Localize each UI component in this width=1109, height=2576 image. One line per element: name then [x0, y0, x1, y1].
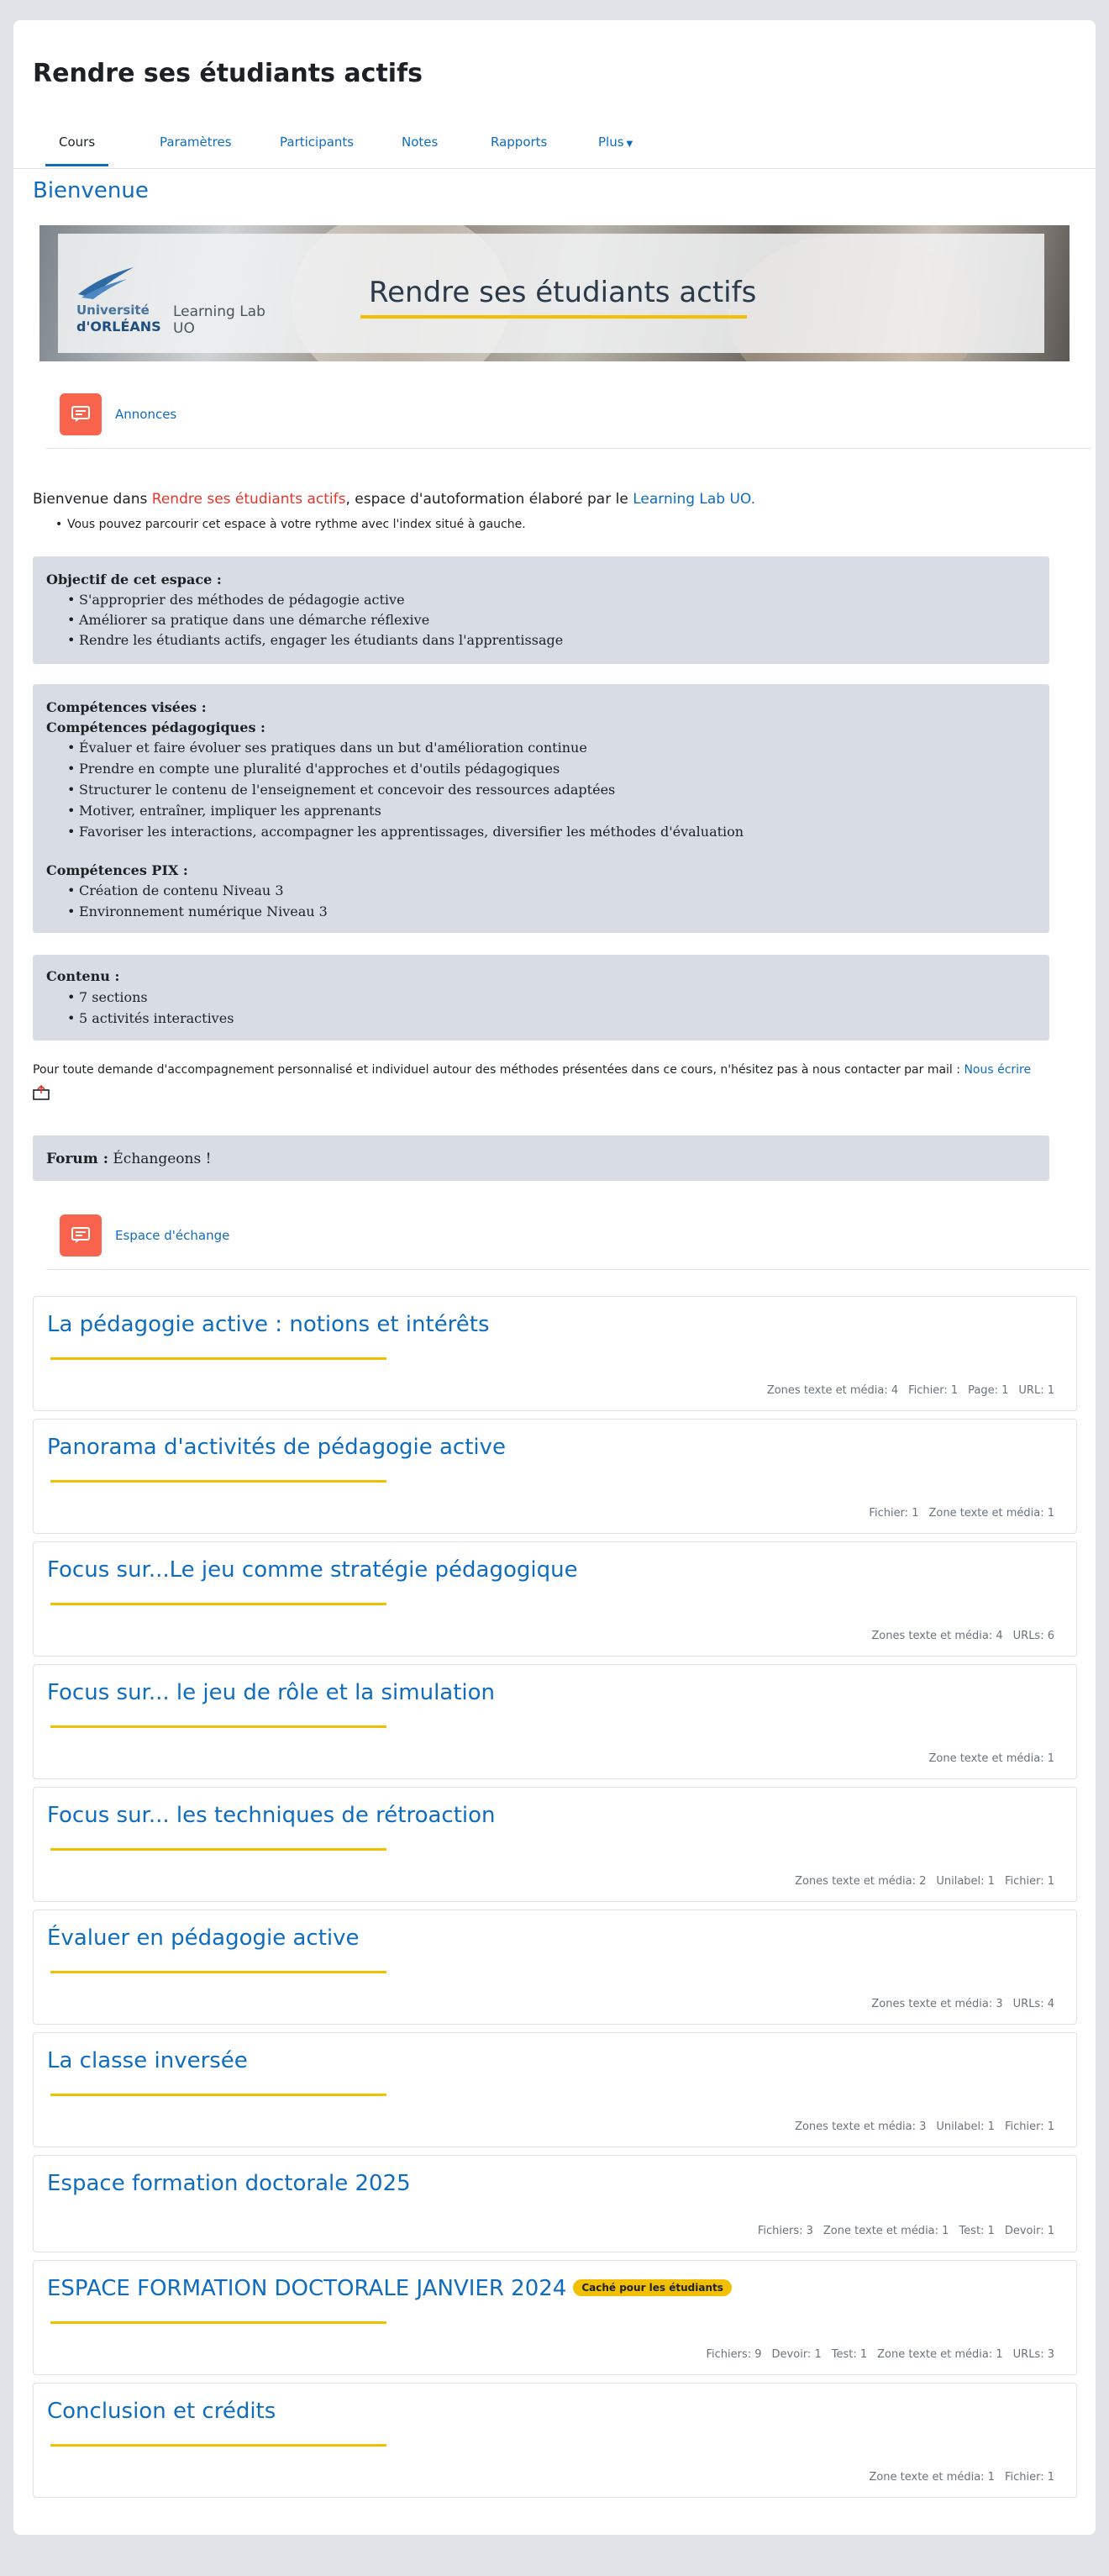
tab-parametres[interactable]: Paramètres — [160, 134, 232, 150]
section-title-link[interactable]: Évaluer en pédagogie active — [47, 1925, 360, 1951]
forum-label: Forum : — [46, 1151, 108, 1167]
list-item: • Favoriser les interactions, accompagner les apprentissages, diversifier les méthodes d'évaluation — [79, 824, 744, 840]
section-summary — [861, 1630, 1054, 1642]
course-section — [33, 2383, 1077, 2498]
course-section — [33, 2155, 1077, 2252]
tab-plus[interactable] — [585, 118, 646, 166]
summary-item: Fichiers: 9 — [706, 2348, 762, 2361]
summary-item: Zone texte et média: 1 — [877, 2348, 1003, 2361]
section-title-link[interactable]: Focus sur... le jeu de rôle et la simulation — [47, 1680, 496, 1705]
course-nav — [45, 118, 1079, 168]
summary-item: URLs: 6 — [1012, 1630, 1054, 1642]
list-item: • Création de contenu Niveau 3 — [79, 882, 284, 898]
banner-title: Rendre ses étudiants actifs — [369, 276, 757, 309]
list-item: • 7 sections — [79, 989, 148, 1005]
logo-text-orleans: d'ORLÉANS — [76, 319, 161, 335]
tab-cours[interactable]: Cours — [45, 118, 108, 166]
divider — [46, 1269, 1091, 1270]
forum-icon — [60, 1214, 102, 1256]
section-title-link[interactable]: Panorama d'activités de pédagogie active — [47, 1435, 507, 1460]
summary-item: Devoir: 1 — [771, 2348, 822, 2361]
competences-heading: Compétences visées : — [46, 699, 207, 715]
intro-prefix: Bienvenue dans — [33, 491, 152, 508]
summary-item: Page: 1 — [968, 1384, 1009, 1397]
divider — [46, 448, 1091, 449]
course-section — [33, 2032, 1077, 2147]
section-summary — [918, 1752, 1054, 1765]
summary-item: Unilabel: 1 — [936, 2120, 995, 2133]
summary-item: Fichiers: 3 — [757, 2225, 813, 2237]
section-underline — [50, 1603, 386, 1605]
summary-item: Zones texte et média: 4 — [766, 1384, 899, 1397]
section-underline — [50, 2094, 386, 2096]
intro-text — [33, 491, 755, 508]
list-item: • Structurer le contenu de l'enseignement et concevoir des ressources adaptées — [79, 782, 615, 798]
section-summary — [748, 2225, 1054, 2237]
summary-item: Fichier: 1 — [1004, 1875, 1054, 1888]
tab-rapports[interactable]: Rapports — [491, 134, 548, 150]
intro-bullet: • Vous pouvez parcourir cet espace à votre rythme avec l'index situé à gauche. — [67, 518, 526, 531]
tab-participants[interactable]: Participants — [280, 134, 355, 150]
section-summary — [859, 1507, 1054, 1520]
section-underline — [50, 1357, 386, 1360]
lab-name-line2: UO — [173, 320, 195, 337]
contenu-heading: Contenu : — [46, 968, 120, 984]
section-summary — [785, 2120, 1054, 2133]
summary-item: Zone texte et média: 1 — [823, 2225, 949, 2237]
learning-lab-link[interactable]: Learning Lab UO. — [633, 491, 756, 508]
list-item: • 5 activités interactives — [79, 1010, 234, 1026]
section-underline — [50, 2321, 386, 2324]
summary-item: Devoir: 1 — [1004, 2225, 1054, 2237]
intro-middle: , espace d'autoformation élaboré par le — [345, 491, 633, 508]
section-title-link[interactable]: Focus sur...Le jeu comme stratégie pédagogique — [47, 1557, 578, 1583]
banner-card — [58, 234, 1044, 353]
section-underline — [50, 1848, 386, 1851]
list-item: • Environnement numérique Niveau 3 — [79, 903, 328, 919]
lab-name-line1: Learning Lab — [173, 303, 265, 320]
external-link-icon[interactable] — [33, 1085, 50, 1100]
banner-underline — [360, 315, 747, 319]
chevron-down-icon: ▼ — [626, 140, 633, 149]
summary-item: URLs: 3 — [1012, 2348, 1054, 2361]
course-section — [33, 1664, 1077, 1779]
section-title-link[interactable]: La pédagogie active : notions et intérêts — [47, 1312, 490, 1337]
course-section — [33, 1910, 1077, 2025]
list-item: • Prendre en compte une pluralité d'approches et d'outils pédagogiques — [79, 761, 560, 777]
section-title-link[interactable]: Focus sur... les techniques de rétroaction — [47, 1803, 496, 1828]
summary-item: Unilabel: 1 — [936, 1875, 995, 1888]
logo-text-university: Université — [76, 303, 150, 318]
course-page — [13, 20, 1096, 2535]
section-summary — [757, 1384, 1054, 1397]
summary-item: Zone texte et média: 1 — [928, 1507, 1054, 1520]
summary-item: Zones texte et média: 3 — [871, 1998, 1003, 2010]
summary-item: Fichier: 1 — [908, 1384, 959, 1397]
section-title-link[interactable]: Conclusion et crédits — [47, 2399, 276, 2424]
university-logo-icon — [76, 266, 135, 299]
course-section — [33, 1419, 1077, 1534]
exchange-link[interactable]: Espace d'échange — [115, 1228, 230, 1243]
list-item: • Motiver, entraîner, impliquer les apprenants — [79, 803, 381, 819]
forum-description: Échangeons ! — [108, 1151, 212, 1167]
course-section — [33, 1296, 1077, 1411]
section-underline — [50, 2444, 386, 2447]
course-section — [33, 1541, 1077, 1657]
forum-text — [46, 1151, 211, 1167]
section-title-link[interactable]: Espace formation doctorale 2025 — [47, 2171, 411, 2196]
list-item: • Évaluer et faire évoluer ses pratiques dans un but d'amélioration continue — [79, 740, 587, 756]
contact-link[interactable]: Nous écrire — [964, 1063, 1032, 1077]
section-summary — [785, 1875, 1054, 1888]
summary-item: Fichier: 1 — [1004, 2120, 1054, 2133]
section-summary — [861, 1998, 1054, 2010]
forum-icon — [60, 393, 102, 435]
section-underline — [50, 1971, 386, 1973]
summary-item: URLs: 4 — [1012, 1998, 1054, 2010]
contact-text — [33, 1063, 1031, 1077]
summary-item: Zones texte et média: 3 — [795, 2120, 927, 2133]
competences-subheading: Compétences pédagogiques : — [46, 719, 265, 735]
contenu-box — [33, 955, 1049, 1040]
course-title: Rendre ses étudiants actifs — [33, 59, 423, 88]
contact-sentence: Pour toute demande d'accompagnement personnalisé et individuel autour des méthodes présentées dans ce cours, n'hésitez pas à nous contacter par mail : — [33, 1063, 964, 1077]
section-title-text: ESPACE FORMATION DOCTORALE JANVIER 2024 — [47, 2276, 567, 2301]
list-item: • Améliorer sa pratique dans une démarche réflexive — [79, 612, 429, 628]
welcome-title: Bienvenue — [33, 178, 149, 203]
summary-item: Fichier: 1 — [869, 1507, 919, 1520]
summary-item: Test: 1 — [831, 2348, 868, 2361]
section-underline — [50, 1725, 386, 1728]
summary-item: Zones texte et média: 4 — [871, 1630, 1003, 1642]
section-underline — [50, 1480, 386, 1483]
summary-item: URL: 1 — [1018, 1384, 1054, 1397]
list-item: • S'approprier des méthodes de pédagogie active — [79, 592, 405, 608]
summary-item: Zones texte et média: 2 — [795, 1875, 927, 1888]
summary-item: Test: 1 — [959, 2225, 995, 2237]
objectives-box — [33, 556, 1049, 664]
course-section — [33, 1787, 1077, 1902]
tab-notes[interactable]: Notes — [402, 134, 439, 150]
course-section — [33, 2260, 1077, 2375]
summary-item: Zone texte et média: 1 — [928, 1752, 1054, 1765]
forum-box — [33, 1135, 1049, 1181]
objectives-heading: Objectif de cet espace : — [46, 572, 222, 587]
competences-box — [33, 684, 1049, 933]
section-title-link[interactable] — [47, 2276, 732, 2301]
section-summary — [859, 2471, 1054, 2484]
intro-course-name: Rendre ses étudiants actifs — [151, 491, 346, 508]
summary-item: Zone texte et média: 1 — [869, 2471, 995, 2484]
tab-plus-label: Plus — [598, 134, 624, 150]
nav-divider — [13, 168, 1096, 169]
pix-heading: Compétences PIX : — [46, 862, 188, 878]
announcements-link[interactable]: Annonces — [115, 407, 177, 422]
section-title-link[interactable]: La classe inversée — [47, 2048, 248, 2073]
summary-item: Fichier: 1 — [1004, 2471, 1054, 2484]
hidden-badge: Caché pour les étudiants — [573, 2279, 732, 2296]
section-summary — [696, 2348, 1055, 2361]
list-item: • Rendre les étudiants actifs, engager les étudiants dans l'apprentissage — [79, 632, 563, 648]
course-banner — [39, 225, 1070, 361]
